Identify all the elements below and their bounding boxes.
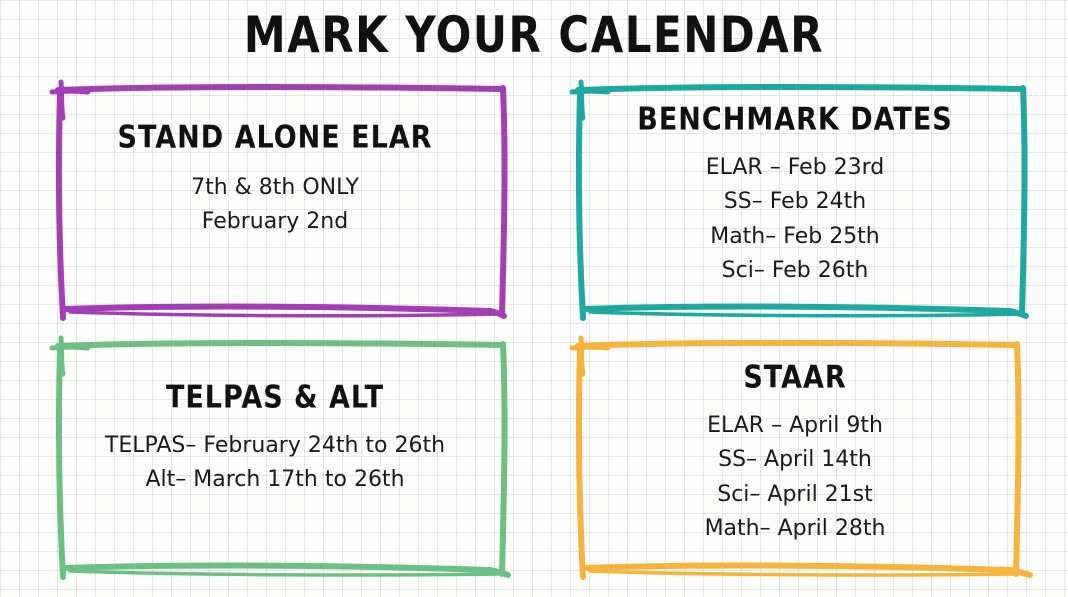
card-staar	[560, 334, 1030, 582]
card-line: Math– Feb 25th	[710, 223, 880, 249]
card-line: SS– Feb 24th	[723, 189, 867, 215]
card-line: February 2nd	[201, 209, 349, 235]
card-benchmark-dates	[560, 78, 1030, 323]
card-title: STAAR	[743, 359, 847, 396]
page-title: MARK YOUR CALENDAR	[243, 6, 825, 64]
card-line: ELAR – Feb 23rd	[705, 155, 885, 180]
card-stand-alone-elar	[40, 78, 510, 323]
card-line: ELAR – April 9th	[707, 413, 883, 438]
card-line: 7th & 8th ONLY	[191, 175, 359, 200]
card-line: TELPAS– February 24th to 26th	[104, 433, 446, 458]
card-line: Alt– March 17th to 26th	[145, 467, 405, 493]
card-line: Sci– Feb 26th	[721, 257, 869, 283]
card-line: Math– April 28th	[704, 515, 886, 541]
card-telpas-alt	[40, 334, 510, 582]
card-title: TELPAS & ALT	[165, 379, 385, 416]
card-line: Sci– April 21st	[717, 481, 873, 507]
card-title: BENCHMARK DATES	[637, 101, 953, 138]
card-line: SS– April 14th	[718, 447, 872, 473]
card-title: STAND ALONE ELAR	[117, 119, 433, 156]
